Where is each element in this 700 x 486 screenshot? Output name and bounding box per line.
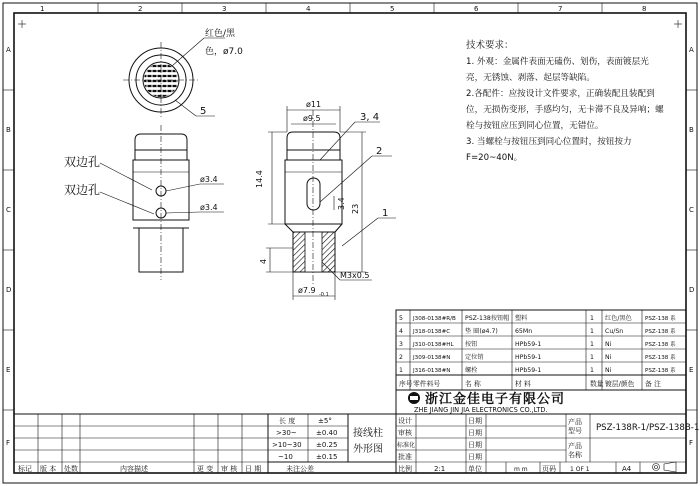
revision-header: 版 本 (40, 465, 57, 473)
date-label: 日期 (468, 429, 482, 437)
bom-cell: 定位销 (465, 354, 484, 361)
color-note: 色，ø7.0 (205, 47, 243, 57)
date-label: 日期 (468, 453, 482, 461)
bom-cell: 4 (399, 328, 403, 335)
revision-header: 内容描述 (120, 465, 148, 473)
page-label: 页码 (542, 465, 556, 473)
scale-value: 2:1 (434, 465, 446, 473)
callout-5: 5 (200, 106, 207, 117)
bom-cell: PSZ-138 系 (645, 316, 676, 322)
dim-slot-3-4: 3.4 (337, 197, 346, 210)
dim-total-23: 23 (351, 203, 360, 214)
bom-cell: 塑料 (515, 315, 528, 322)
top-view (123, 27, 243, 118)
tech-req-line: 3. 当螺栓与按钮压到同心位置时，按钮按力 (466, 137, 632, 147)
tolerance-cell: ±0.15 (316, 453, 338, 461)
date-label: 日期 (468, 417, 482, 425)
bom-cell: J316-0138#N (413, 368, 451, 374)
tolerance-cell: ~10 (278, 453, 293, 461)
zone-label: A (6, 46, 11, 54)
bom-cell: 1 (590, 354, 594, 361)
zone-label: A (689, 46, 694, 54)
bom-cell: HPb59-1 (515, 354, 542, 361)
role-label: 设计 (398, 417, 412, 425)
tolerance-header: 长 度 (279, 417, 296, 425)
tech-req-line: F=20~40N。 (466, 153, 523, 163)
drawing-number: PSZ-138R-1/PSZ-138B-1 (596, 423, 700, 433)
role-label: 批准 (398, 453, 412, 461)
zone-label: E (689, 366, 694, 374)
bom-header-cell: 材 料 (515, 380, 531, 388)
tech-req-title: 技术要求： (466, 40, 514, 51)
technical-requirements (466, 39, 664, 163)
bom-cell: 1 (590, 328, 594, 335)
dim-stem-dia: ø7.9 (298, 286, 316, 295)
bom-cell: 5 (399, 315, 403, 322)
bom-cell: J309-0138#N (413, 355, 451, 361)
bom-cell: 红色/黑色 (605, 315, 632, 322)
tech-req-line: 1. 外观：金属件表面无磕伤、划伤，表面镀层光 (466, 57, 649, 67)
dim-thread-m3: M3x0.5 (340, 271, 370, 280)
bom-cell: 1 (590, 341, 594, 348)
bom-cell: 3 (399, 341, 403, 348)
dim-hole-dia: ø3.4 (200, 175, 218, 184)
side-view (255, 100, 396, 300)
tolerance-cell: ±0.25 (316, 441, 338, 449)
bom-cell: HPb59-1 (515, 367, 542, 374)
bom-cell: HPb59-1 (515, 341, 542, 348)
page-value: 1 OF 1 (570, 466, 590, 473)
zone-label: 2 (138, 5, 143, 13)
tech-req-line: 2.各配件：应按设计文件要求，正确装配且装配到 (466, 89, 655, 99)
role-label: 审核 (398, 429, 412, 437)
tech-req-line: 栓与按钮应压到同心位置，无错位。 (466, 121, 604, 131)
title-block (396, 414, 699, 473)
bom-cell: Ni (605, 341, 612, 348)
company-banner (396, 390, 686, 414)
product-model-label: 产品型号 (568, 418, 582, 435)
bom-cell: Ni (605, 367, 612, 374)
bom-cell: PSZ-138 系 (645, 342, 676, 348)
role-label: 比例 (398, 465, 412, 473)
bom-header-cell: 备 注 (645, 380, 661, 388)
paper-size: A4 (622, 465, 632, 473)
bom-cell: PSZ-138按钮帽 (465, 315, 510, 322)
bom-header-cell: 序号 (399, 380, 413, 388)
bom-header-cell: 零件料号 (413, 380, 441, 388)
date-label: 日期 (468, 441, 482, 449)
bom-cell: 垫 圈(ø4.7) (465, 328, 498, 335)
label-double-hole-2: 双边孔 (64, 183, 101, 197)
bom-cell: 1 (590, 315, 594, 322)
part-name: 外形图 (353, 444, 383, 455)
zone-label: 4 (306, 5, 311, 13)
zone-label: E (6, 366, 11, 374)
zone-label: 1 (40, 5, 45, 13)
revision-header: 更 变 (197, 465, 214, 473)
revision-header: 处数 (64, 465, 78, 473)
bom-header-cell: 数量 (590, 380, 604, 388)
front-view (64, 125, 224, 280)
part-name-block (348, 414, 396, 462)
tolerance-header: ±5° (318, 417, 332, 425)
label-double-hole-1: 双边孔 (64, 155, 101, 169)
bom-cell: J308-0138#R/B (413, 316, 456, 322)
bom-cell: J310-0138#HL (413, 342, 454, 348)
tolerance-cell: >10~30 (272, 441, 302, 449)
bom-cell: 2 (399, 354, 403, 361)
zone-label: F (689, 439, 694, 447)
bom-cell: PSZ-138 系 (645, 329, 676, 335)
tolerance-table (268, 414, 348, 462)
bom-cell: PSZ-138 系 (645, 355, 676, 361)
callout-2: 2 (376, 146, 383, 157)
bom-table (396, 310, 686, 390)
zone-label: B (6, 126, 11, 134)
product-name-label: 产品名称 (568, 442, 582, 459)
unit-value: m m (514, 466, 528, 473)
tech-req-line: 位，无损伤变形，手感均匀，无卡滞不良及异响；螺 (466, 105, 664, 115)
company-name-en: ZHE JIANG JIN JIA ELECTRONICS CO.,LTD. (414, 406, 548, 414)
bom-cell: 按钮 (465, 341, 478, 348)
bom-cell: Cu/Sn (605, 328, 624, 335)
zone-label: C (689, 206, 694, 214)
bom-cell: 1 (399, 367, 403, 374)
callout-1: 1 (382, 208, 389, 219)
dim-hole-dia: ø3.4 (200, 203, 218, 212)
bom-cell: 1 (590, 367, 594, 374)
revision-header: 标记 (18, 465, 32, 473)
tolerance-cell: >30~ (276, 429, 297, 437)
part-name: 接线柱 (353, 428, 383, 439)
revision-block (14, 414, 314, 473)
zone-label: B (689, 126, 694, 134)
zone-label: D (6, 286, 12, 294)
zone-label: F (6, 439, 11, 447)
dim-thread-4: 4 (259, 258, 268, 264)
projection-symbol-icon (653, 462, 677, 472)
bom-cell: Ni (605, 354, 612, 361)
zone-label: 6 (474, 5, 479, 13)
unit-label: 单位 (468, 465, 482, 473)
bom-cell: 65Mn (515, 328, 533, 335)
zone-label: 7 (558, 5, 563, 13)
bom-cell: J318-0138#C (413, 329, 451, 335)
zone-label: C (6, 206, 11, 214)
tolerance-cell: ±0.40 (316, 429, 338, 437)
callout-3-4: 3, 4 (360, 112, 380, 123)
role-label: 标准化 (397, 442, 416, 449)
tech-req-line: 亮，无锈蚀、剥落、起层等缺陷。 (466, 73, 595, 83)
dim-height-14-4: 14.4 (255, 170, 264, 188)
general-tolerance-label: 未注公差 (286, 465, 314, 473)
zone-label: 5 (390, 5, 395, 13)
revision-header: 审 核 (221, 465, 238, 473)
zone-label: 3 (222, 5, 227, 13)
color-note: 红色/黑 (205, 29, 236, 39)
dim-stem-tol: -0.1 (319, 292, 329, 298)
bom-cell: PSZ-138 系 (645, 368, 676, 374)
company-name-cn: 浙江金佳电子有限公司 (425, 392, 566, 407)
bom-cell: 螺栓 (465, 367, 478, 374)
zone-label: 8 (642, 5, 647, 13)
bom-header-cell: 名 称 (465, 380, 481, 388)
dim-outer-dia: ø11 (306, 100, 322, 109)
revision-header: 日 期 (245, 465, 262, 473)
zone-label: D (689, 286, 695, 294)
bom-header-cell: 镀层/颜色 (605, 380, 635, 388)
corner-marks (18, 20, 682, 28)
dim-cap-dia: ø9.5 (303, 114, 321, 123)
